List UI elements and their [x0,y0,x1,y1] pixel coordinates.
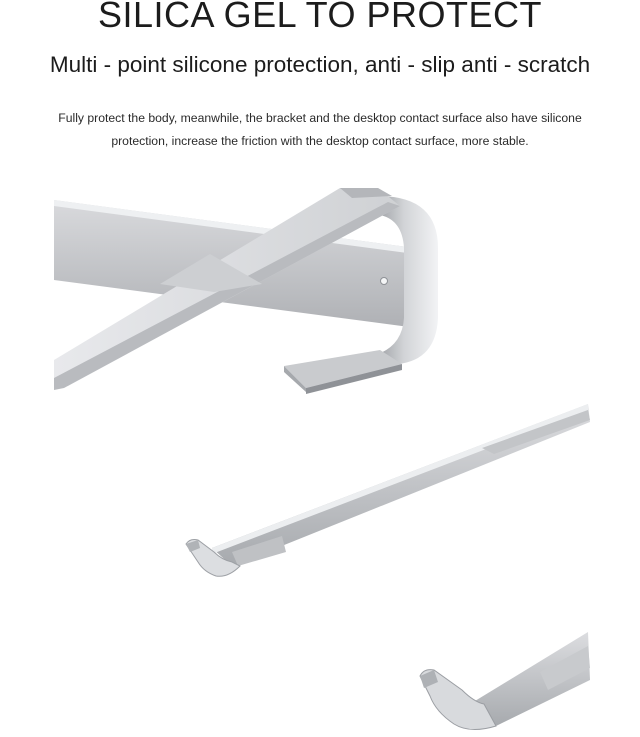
description-text [0,107,640,153]
stand-middle-arm [186,404,590,576]
page-subtitle: Multi - point silicone protection, anti - slip anti - scratch [49,52,591,77]
page-title: SILICA GEL TO PROTECT [98,0,542,35]
laptop-stand-illustration [0,160,640,737]
description-line-2: protection, increase the friction with the desktop contact surface, more stable. [111,134,529,148]
description-line-1: Fully protect the body, meanwhile, the bracket and the desktop contact surface also have silicone [58,111,582,125]
stand-lower-arm [420,632,590,730]
silicone-pad [482,410,590,454]
